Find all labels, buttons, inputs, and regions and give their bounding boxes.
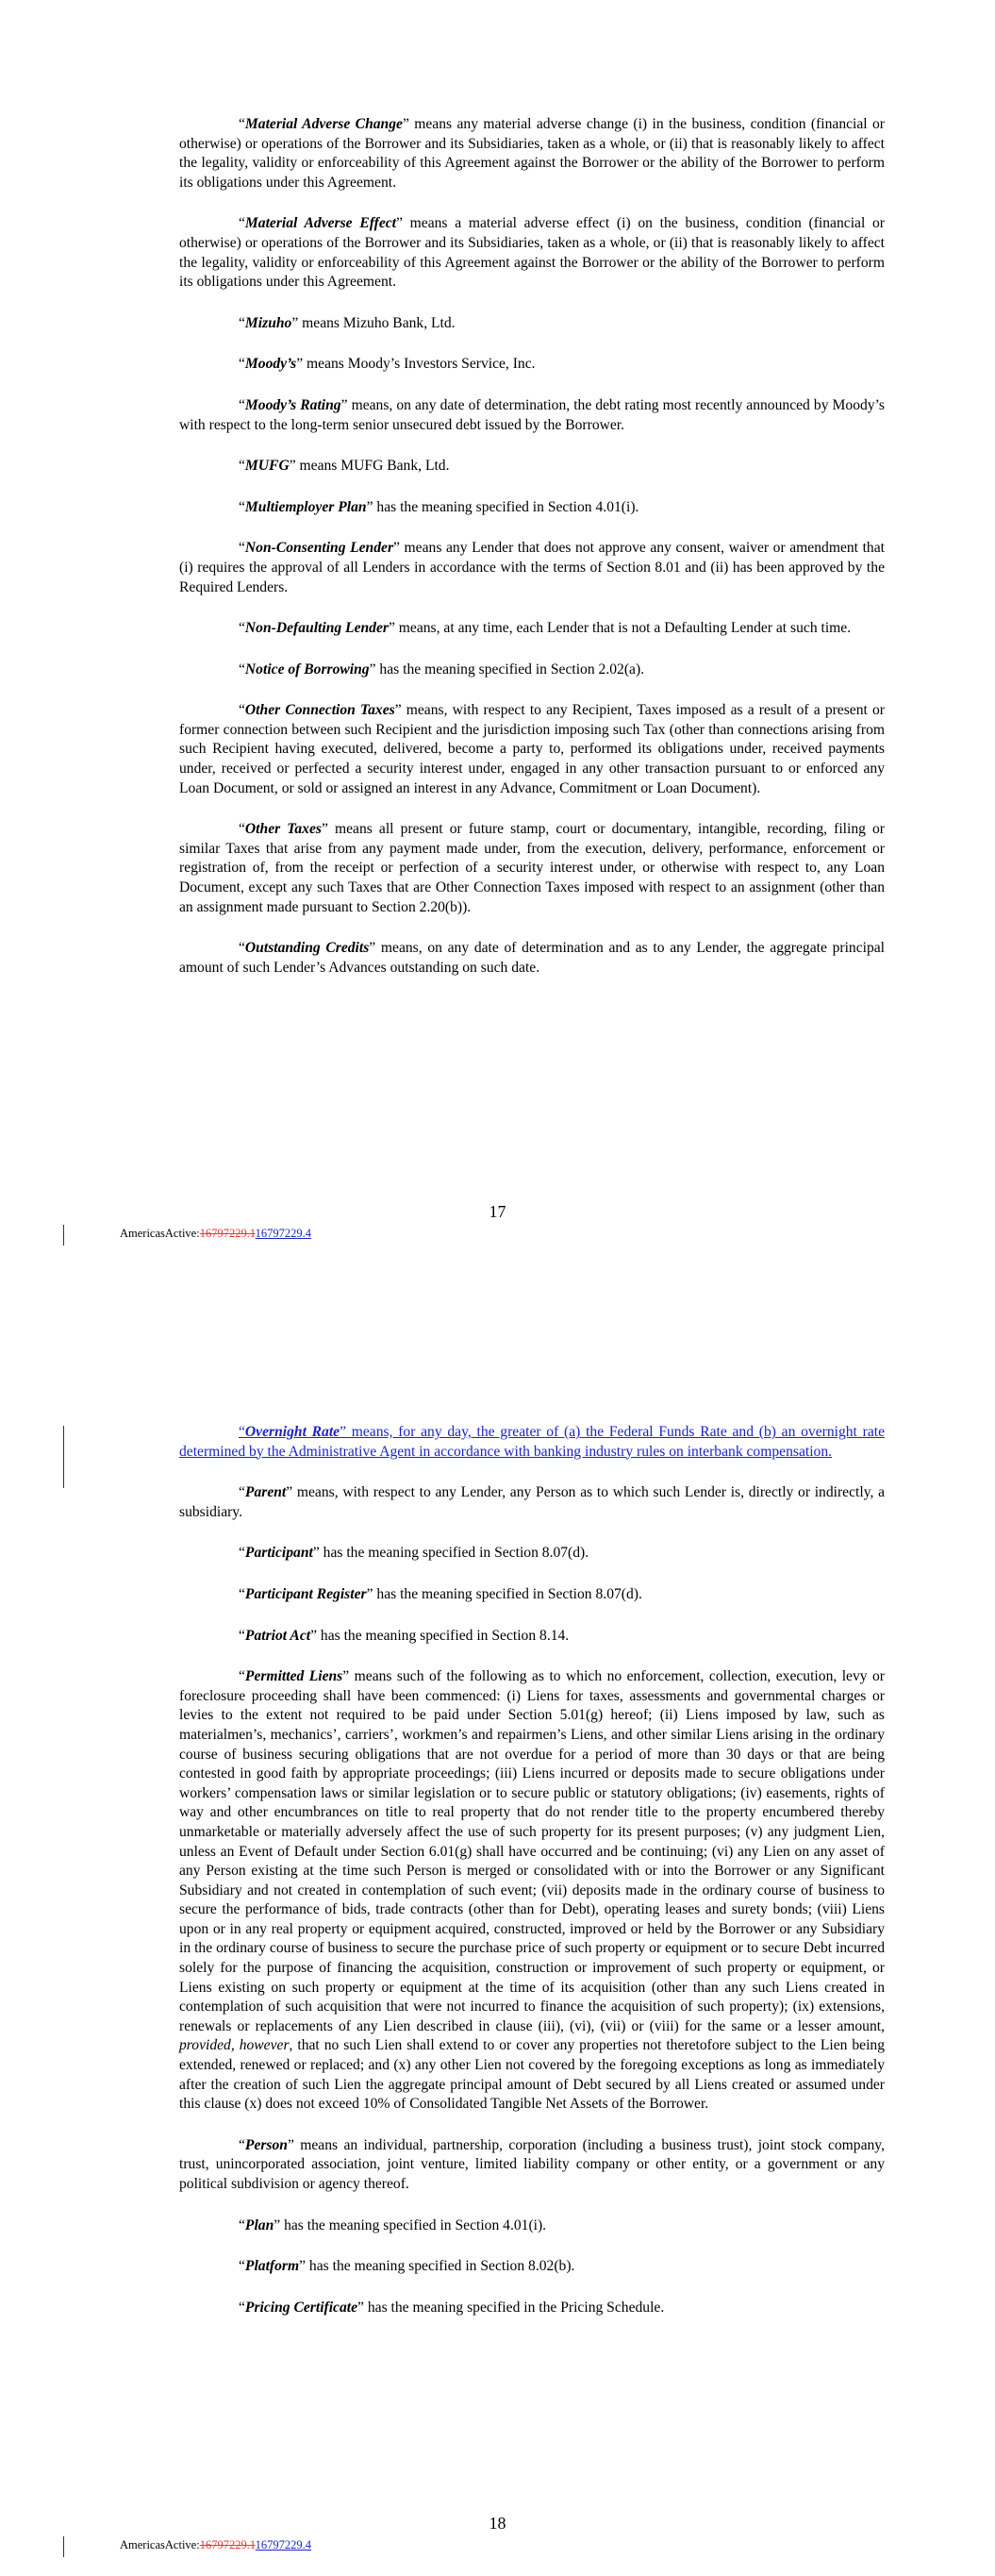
- definition-paragraph: “Notice of Borrowing” has the meaning specified in Section 2.02(a).: [239, 661, 645, 677]
- definition-paragraph: “Person” means an individual, partnership, corporation (including a business trust), joint stock company, trust, unincorporated association, joint venture, limited liability company or other entity, or a government or any political subdivision or agency thereof.: [179, 2136, 885, 2192]
- definition-paragraph: “MUFG” means MUFG Bank, Ltd.: [239, 458, 450, 475]
- page-number: 18: [489, 2514, 506, 2533]
- defined-term: Non-Defaulting Lender: [244, 620, 389, 637]
- defined-term: Moody’s: [244, 356, 297, 373]
- defined-term: Material Adverse Effect: [244, 215, 397, 232]
- definition-paragraph: “Material Adverse Effect” means a material adverse effect (i) on the business, condition (financial or otherwise) or operations of the Borrower and its Subsidiaries, taken as a whole, or (ii) that is reasonably likely to affect the legality, validity or enforceability of this Agreement against the Borrower or the ability of the Borrower to perform its obligations under this Agreement.: [179, 215, 885, 291]
- definition-paragraph: “Participant Register” has the meaning specified in Section 8.07(d).: [239, 1585, 642, 1602]
- definition-paragraph: “Moody’s” means Moody’s Investors Service, Inc.: [239, 356, 536, 373]
- inserted-doc-id: 16797229.4: [255, 1227, 311, 1240]
- defined-term: Other Connection Taxes: [244, 702, 395, 719]
- defined-term: Non-Consenting Lender: [244, 540, 394, 557]
- page-number: 17: [489, 1202, 506, 1221]
- inserted-doc-id: 16797229.4: [255, 2538, 311, 2551]
- defined-term: Moody’s Rating: [244, 396, 341, 413]
- definitions-section: [179, 1423, 885, 2339]
- defined-term: Outstanding Credits: [244, 940, 370, 957]
- permitted-liens-paragraph: “Permitted Liens” means such of the following as to which no enforcement, collection, execution, levy or foreclosure proceeding shall have been commenced: (i) Liens for taxes, assessments and governmental charges or levies to the extent not required to be paid under Section 5.01(g) hereof; (ii) Liens imposed by law, such as materialmen’s, mechanics’, carriers’, workmen’s and repairmen’s Liens, and other similar Liens arising in the ordinary course of business securing obligations that are not overdue for a period of more than 30 days or that are being contested in good faith by appropriate proceedings; (iii) Liens incurred or deposits made to secure obligations under workers’ compensation laws or similar legislation or to secure public or statutory obligations; (iv) easements, rights of way and other encumbrances on title to real property that do not render title to the property encumbered thereby unmarketable or materially adversely affect the use of such property for its present purposes; (v) any judgment Lien, unless an Event of Default under Section 6.01(g) shall have occurred and be continuing; (vi) any Lien on any asset of any Person existing at the time such Person is merged or consolidated with or into the Borrower or any Significant Subsidiary and not created in contemplation of such event; (vii) deposits made in the ordinary course of business to secure the performance of bids, trade contracts (other than for Debt), operating leases and surety bonds; (viii) Liens upon or in any real property or equipment acquired, constructed, improved or held by the Borrower or any Subsidiary in the ordinary course of business to secure the purchase price of such property or equipment or to secure Debt incurred solely for the purpose of financing the acquisition, construction or improvement of such property or equipment, or Liens existing on such property or equipment at the time of its acquisition (other than any such Liens created in contemplation of such acquisition that were not incurred to finance the acquisition of such property); (ix) extensions, renewals or replacements of any Lien described in clause (iii), (vi), (vii) or (viii) for the same or a lesser amount, provided, however, that no such Lien shall extend to or cover any properties not theretofore subject to the Lien being extended, renewed or replaced; and (x) any other Lien not covered by the foregoing exceptions as long as immediately after the creation of such Lien the aggregate principal amount of Debt secured by all Liens created or assumed under this clause (x) does not exceed 10% of Consolidated Tangible Net Assets of the Borrower.: [179, 1668, 886, 2113]
- definition-paragraph: “Platform” has the meaning specified in Section 8.02(b).: [239, 2258, 575, 2275]
- definition-paragraph: “Material Adverse Change” means any material adverse change (i) in the business, condition (financial or otherwise) or operations of the Borrower and its Subsidiaries, taken as a whole, or (ii) that is reasonably likely to affect the legality, validity or enforceability of this Agreement against the Borrower or the ability of the Borrower to perform its obligations under this Agreement.: [179, 116, 885, 191]
- deleted-doc-id: 16797229.1: [199, 1227, 256, 1240]
- defined-term: Overnight Rate: [244, 1424, 340, 1440]
- defined-term: Plan: [244, 2216, 274, 2233]
- defined-term: Parent: [244, 1484, 287, 1501]
- inserted-definition-paragraph: “Overnight Rate” means, for any day, the greater of (a) the Federal Funds Rate and (b) an overnight rate determined by the Administrative Agent in accordance with banking industry rules on interbank compensation.: [179, 1424, 885, 1460]
- defined-term: Other Taxes: [244, 821, 322, 838]
- definition-paragraph: “Parent” means, with respect to any Lender, any Person as to which such Lender is, directly or indirectly, a subsidiary.: [179, 1484, 885, 1520]
- definition-paragraph: “Multiemployer Plan” has the meaning specified in Section 4.01(i).: [239, 498, 639, 515]
- definition-paragraph: “Patriot Act” has the meaning specified in Section 8.14.: [239, 1627, 570, 1644]
- change-bar: [63, 1225, 64, 1246]
- definition-paragraph: “Non-Defaulting Lender” means, at any time, each Lender that is not a Defaulting Lender at such time.: [239, 620, 852, 637]
- proviso-italic: provided, however: [179, 2037, 290, 2054]
- defined-term: Platform: [244, 2258, 300, 2275]
- defined-term: Participant Register: [244, 1585, 367, 1602]
- defined-term: Patriot Act: [244, 1627, 311, 1644]
- definition-paragraph: “Other Taxes” means all present or future stamp, court or documentary, intangible, recording, filing or similar Taxes that arise from any payment made under, from the execution, delivery, performance, enforcement or registration of, from the receipt or perfection of a security interest under, or otherwise with respect to, any Loan Document, except any such Taxes that are Other Connection Taxes imposed with respect to an assignment (other than an assignment made pursuant to Section 2.20(b)).: [179, 821, 886, 915]
- defined-term: Multiemployer Plan: [244, 498, 367, 515]
- defined-term: MUFG: [244, 458, 290, 475]
- defined-term: Material Adverse Change: [244, 116, 403, 132]
- definition-paragraph: “Plan” has the meaning specified in Section 4.01(i).: [239, 2216, 547, 2233]
- definitions-section: [179, 115, 885, 999]
- defined-term: Participant: [244, 1545, 313, 1562]
- definition-paragraph: “Outstanding Credits” means, on any date of determination and as to any Lender, the aggregate principal amount of such Lender’s Advances outstanding on such date.: [179, 940, 885, 976]
- defined-term: Pricing Certificate: [244, 2299, 358, 2316]
- defined-term: Person: [244, 2136, 288, 2153]
- document-footer: AmericasActive:16797229.116797229.4: [120, 2538, 311, 2551]
- defined-term: Notice of Borrowing: [244, 661, 370, 677]
- definition-paragraph: “Moody’s Rating” means, on any date of determination, the debt rating most recently announced by Moody’s with respect to the long-term senior unsecured debt issued by the Borrower.: [179, 396, 885, 433]
- document-footer: AmericasActive:16797229.116797229.4: [120, 1227, 311, 1240]
- page-18: [0, 1302, 995, 2576]
- change-bar: [63, 1426, 64, 1488]
- change-bar: [63, 2536, 64, 2557]
- definition-paragraph: “Pricing Certificate” has the meaning specified in the Pricing Schedule.: [239, 2299, 665, 2316]
- defined-term: Mizuho: [244, 314, 292, 331]
- definition-paragraph: “Mizuho” means Mizuho Bank, Ltd.: [239, 314, 456, 331]
- defined-term: Permitted Liens: [244, 1668, 343, 1685]
- definition-paragraph: “Non-Consenting Lender” means any Lender that does not approve any consent, waiver or amendment that (i) requires the approval of all Lenders in accordance with the terms of Section 8.01 and (ii) has been approved by the Required Lenders.: [179, 540, 885, 595]
- definition-paragraph: “Participant” has the meaning specified in Section 8.07(d).: [239, 1545, 589, 1562]
- definition-paragraph: “Other Connection Taxes” means, with respect to any Recipient, Taxes imposed as a result of a present or former connection between such Recipient and the jurisdiction imposing such Tax (other than connections arising from such Recipient having executed, delivered, become a party to, performed its obligations under, received payments under, received or perfected a security interest under, engaged in any other transaction pursuant to or enforced any Loan Document, or sold or assigned an interest in any Advance, Commitment or Loan Document).: [179, 702, 885, 796]
- deleted-doc-id: 16797229.1: [199, 2538, 256, 2551]
